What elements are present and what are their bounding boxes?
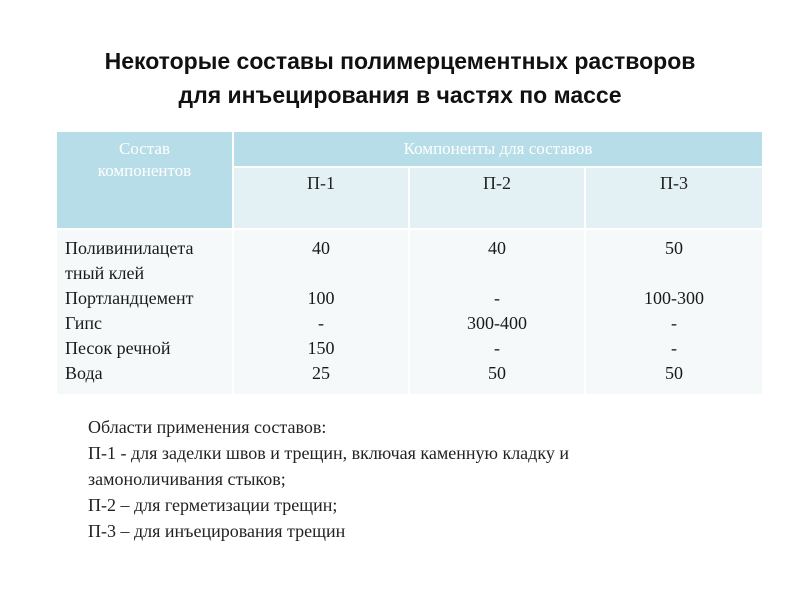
header-components-group: Компоненты для составов xyxy=(234,132,762,166)
page-title xyxy=(0,44,800,112)
p2-value: 40 xyxy=(488,238,506,258)
p1-value: - xyxy=(318,313,324,333)
p1-value xyxy=(234,261,408,286)
header-component-line-2: компонентов xyxy=(97,161,192,180)
p3-value: 100-300 xyxy=(644,288,704,308)
composition-table xyxy=(57,132,762,394)
p3-values-cell xyxy=(586,230,762,394)
component-line: Вода xyxy=(65,363,103,383)
application-notes xyxy=(88,414,768,544)
p1-value: 150 xyxy=(307,338,335,358)
header-p3: П-3 xyxy=(586,168,762,228)
p1-value: 100 xyxy=(307,288,335,308)
component-line: Поливинилацета xyxy=(65,238,194,258)
p3-value: 50 xyxy=(665,363,683,383)
header-p1: П-1 xyxy=(234,168,408,228)
header-component-line-1: Состав xyxy=(118,139,171,158)
title-line-1: Некоторые составы полимерцементных растворов xyxy=(104,48,696,74)
header-component xyxy=(57,132,232,228)
p1-value: 40 xyxy=(312,238,330,258)
p2-value: - xyxy=(494,338,500,358)
p2-value: 50 xyxy=(488,363,506,383)
p1-values-cell xyxy=(234,230,408,394)
p3-value xyxy=(586,261,762,286)
p1-value: 25 xyxy=(312,363,330,383)
notes-p1-line-2: замоноличивания стыков; xyxy=(88,469,286,489)
header-p2: П-2 xyxy=(410,168,584,228)
notes-p1-line-1: П-1 - для заделки швов и трещин, включая каменную кладку и xyxy=(88,443,569,463)
component-line: тный клей xyxy=(65,263,145,283)
p2-value xyxy=(410,261,584,286)
component-line: Портландцемент xyxy=(65,288,194,308)
component-line: Гипс xyxy=(65,313,102,333)
p3-value: - xyxy=(671,338,677,358)
p3-value: 50 xyxy=(665,238,683,258)
notes-heading: Области применения составов: xyxy=(88,417,327,437)
p2-value: - xyxy=(494,288,500,308)
notes-p2: П-2 – для герметизации трещин; xyxy=(88,495,338,515)
p3-value: - xyxy=(671,313,677,333)
p2-values-cell xyxy=(410,230,584,394)
p2-value: 300-400 xyxy=(467,313,527,333)
component-line: Песок речной xyxy=(65,338,171,358)
title-line-2: для инъецирования в частях по массе xyxy=(178,82,622,108)
notes-p3: П-3 – для инъецирования трещин xyxy=(88,521,346,541)
component-names-cell xyxy=(57,230,232,394)
